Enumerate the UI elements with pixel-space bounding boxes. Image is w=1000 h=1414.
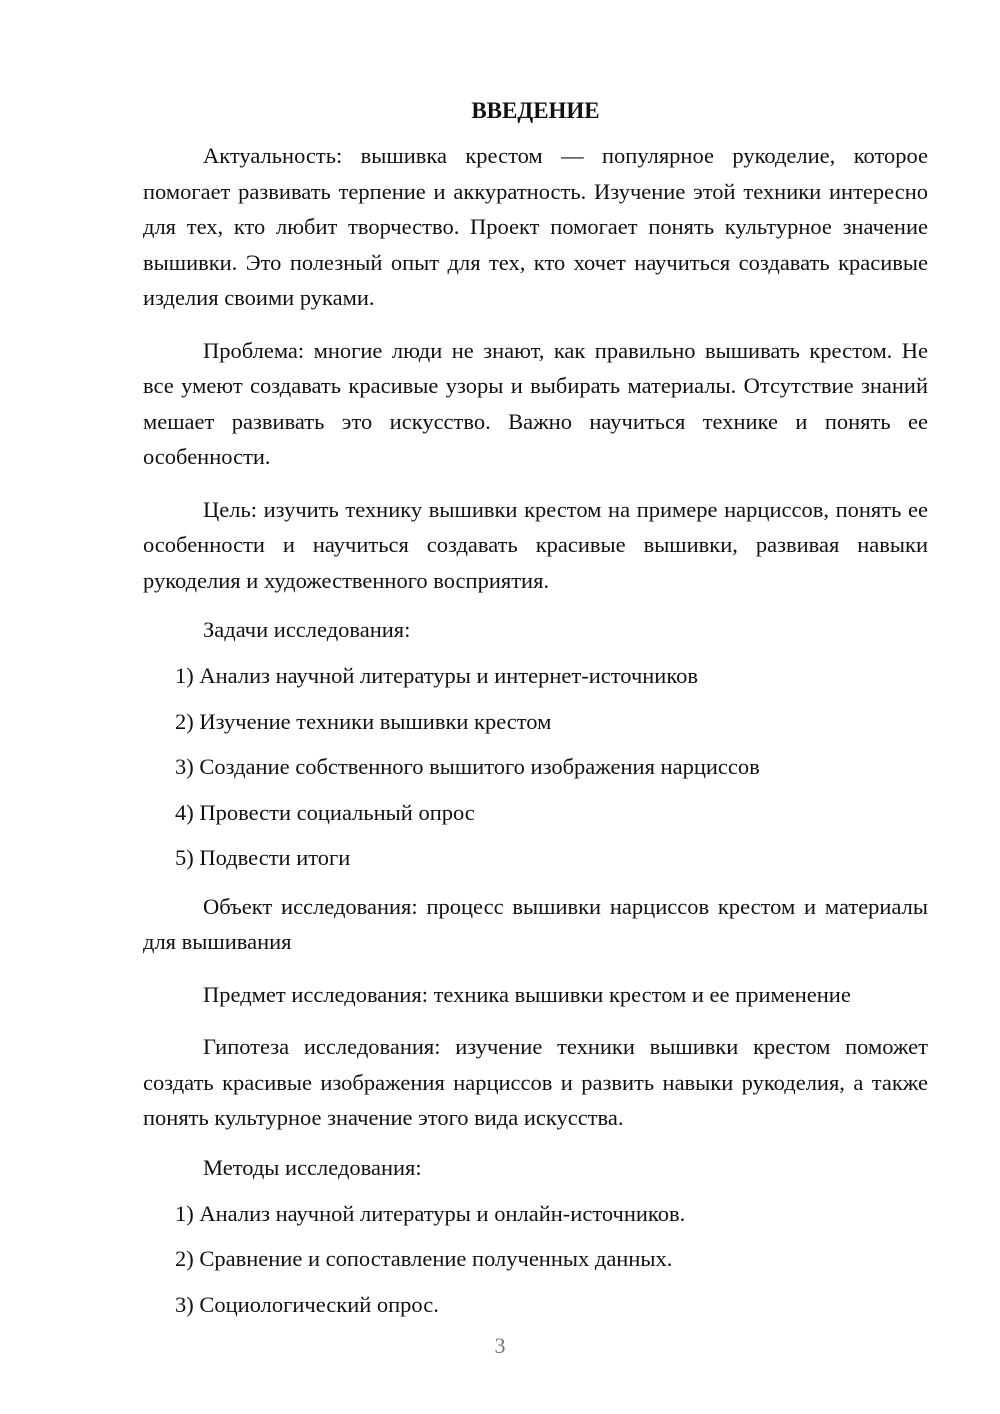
subject-paragraph: Предмет исследования: техника вышивки крестом и ее применение (203, 981, 851, 1007)
goal-paragraph: Цель: изучить технику вышивки крестом на примере нарциссов, понять ее особенности и научиться создавать красивые вышивки, развивая навыки рукоделия и художественного восприятия. (143, 496, 928, 593)
task-item: 3) Создание собственного вышитого изображения нарциссов (175, 754, 760, 779)
methods-list (143, 1199, 928, 1320)
task-item: 1) Анализ научной литературы и интернет-источников (175, 663, 699, 688)
method-item: 1) Анализ научной литературы и онлайн-источников. (175, 1200, 686, 1226)
methods-label: Методы исследования: (203, 1154, 422, 1180)
tasks-label: Задачи исследования: (203, 617, 411, 642)
page-number: 3 (494, 1333, 506, 1358)
task-item: 4) Провести социальный опрос (175, 799, 475, 825)
problem-paragraph: Проблема: многие люди не знают, как правильно вышивать крестом. Не все умеют создавать красивые узоры и выбирать материалы. Отсутствие знаний мешает развивать это искусство. Важно научиться технике и понять ее особенности. (143, 337, 928, 469)
section-title: ВВЕДЕНИЕ (471, 98, 600, 123)
tasks-list (143, 661, 928, 873)
task-item: 5) Подвести итоги (175, 845, 351, 870)
method-item: 3) Социологический опрос. (175, 1291, 439, 1317)
task-item: 2) Изучение техники вышивки крестом (175, 708, 552, 734)
method-item: 2) Сравнение и сопоставление полученных данных. (175, 1246, 673, 1271)
relevance-paragraph: Актуальность: вышивка крестом — популярное рукоделие, которое помогает развивать терпение и аккуратность. Изучение этой техники интересно для тех, кто любит творчество. Проект помогает понять культурное значение вышивки. Это полезный опыт для тех, кто хочет научиться создавать красивые изделия своими руками. (143, 143, 928, 310)
object-paragraph: Объект исследования: процесс вышивки нарциссов крестом и материалы для вышивания (143, 893, 928, 954)
document-page (143, 96, 928, 1335)
hypothesis-paragraph: Гипотеза исследования: изучение техники вышивки крестом поможет создать красивые изображения нарциссов и развить навыки рукоделия, а также понять культурное значение этого вида искусства. (143, 1034, 928, 1130)
